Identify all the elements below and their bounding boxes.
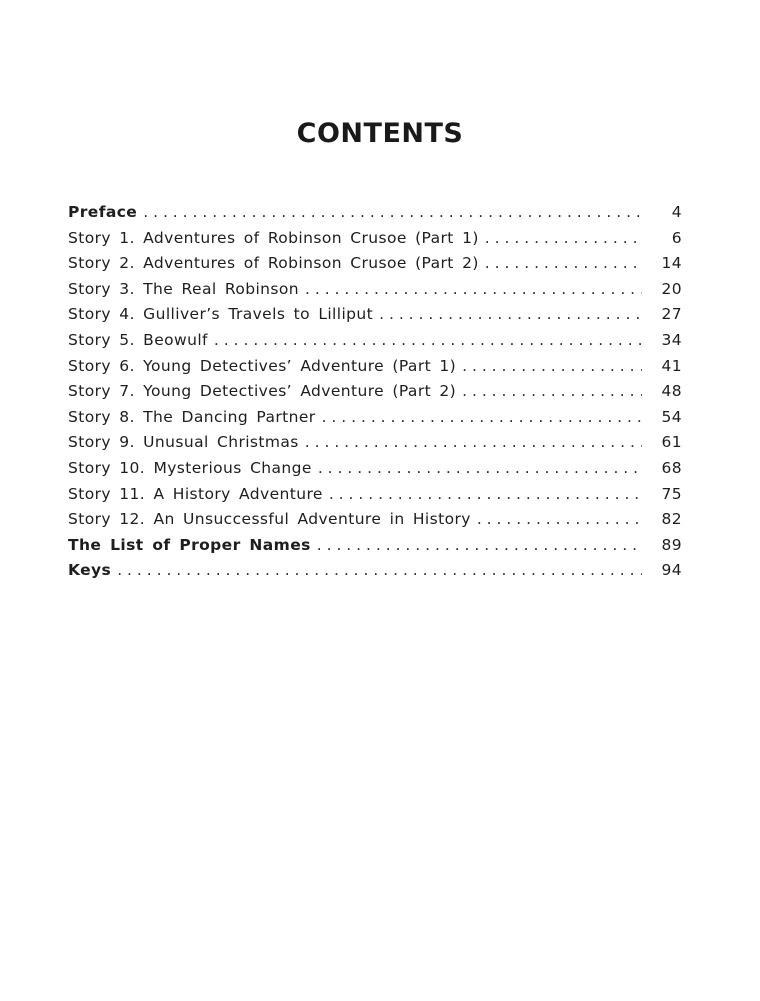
toc-entry-label: Story 1. Adventures of Robinson Crusoe (Part 1) bbox=[68, 228, 479, 247]
toc-entry-label: Story 7. Young Detectives’ Adventure (Part 2) bbox=[68, 382, 457, 401]
dot-leader bbox=[462, 382, 642, 400]
toc-entry-page: 68 bbox=[661, 458, 682, 477]
toc-entry-page: 61 bbox=[661, 433, 682, 452]
dot-leader bbox=[322, 408, 642, 426]
toc-entry-story-11 bbox=[68, 485, 682, 511]
toc-entry-page: 54 bbox=[661, 407, 682, 426]
toc-entry-label: Story 5. Beowulf bbox=[68, 330, 208, 349]
toc-entry-page: 4 bbox=[671, 203, 682, 221]
toc-entry-page: 94 bbox=[661, 561, 682, 580]
dot-leader bbox=[329, 485, 642, 503]
toc-entry-page: 27 bbox=[661, 305, 682, 324]
toc-entry-page: 6 bbox=[671, 228, 682, 247]
toc-entry-proper-names bbox=[68, 536, 682, 562]
toc-entry-story-3 bbox=[68, 280, 682, 306]
toc-entry-page: 82 bbox=[661, 510, 682, 529]
toc-entry-story-4 bbox=[68, 305, 682, 331]
toc-entry-page: 89 bbox=[661, 535, 682, 554]
toc-entry-page: 48 bbox=[661, 382, 682, 401]
dot-leader bbox=[485, 254, 642, 272]
toc-entry-story-9 bbox=[68, 433, 682, 459]
dot-leader bbox=[305, 433, 642, 451]
dot-leader bbox=[477, 510, 642, 528]
toc-entry-story-6 bbox=[68, 357, 682, 383]
toc-entry-story-10 bbox=[68, 459, 682, 485]
dot-leader bbox=[143, 203, 642, 221]
toc-entry-story-12 bbox=[68, 510, 682, 536]
toc-entry-story-1 bbox=[68, 229, 682, 255]
toc-entry-page: 14 bbox=[661, 254, 682, 273]
toc-entry-label: The List of Proper Names bbox=[68, 535, 311, 554]
toc-entry-label: Story 9. Unusual Christmas bbox=[68, 433, 299, 452]
dot-leader bbox=[379, 305, 642, 323]
toc-entry-story-8 bbox=[68, 408, 682, 434]
dot-leader bbox=[318, 459, 642, 477]
toc-entry-page: 41 bbox=[661, 356, 682, 375]
toc-entry-story-5 bbox=[68, 331, 682, 357]
page-title: CONTENTS bbox=[296, 118, 464, 149]
toc-entry-page: 20 bbox=[661, 279, 682, 298]
dot-leader bbox=[214, 331, 642, 349]
toc-entry-page: 34 bbox=[661, 330, 682, 349]
toc-entry-label: Story 2. Adventures of Robinson Crusoe (Part 2) bbox=[68, 254, 479, 273]
dot-leader bbox=[485, 229, 642, 247]
dot-leader bbox=[462, 357, 642, 375]
toc-entry-label: Story 10. Mysterious Change bbox=[68, 458, 312, 477]
toc-entry-label: Story 8. The Dancing Partner bbox=[68, 407, 316, 426]
toc-entry-story-2 bbox=[68, 254, 682, 280]
toc-entry-page: 75 bbox=[661, 484, 682, 503]
toc-entry-label: Story 11. A History Adventure bbox=[68, 484, 323, 503]
dot-leader bbox=[317, 536, 642, 554]
toc-entry-keys bbox=[68, 561, 682, 587]
toc-entry-label: Preface bbox=[68, 203, 138, 221]
dot-leader bbox=[305, 280, 642, 298]
table-of-contents bbox=[68, 203, 682, 587]
toc-entry-label: Story 6. Young Detectives’ Adventure (Part 1) bbox=[68, 356, 457, 375]
toc-entry-label: Story 3. The Real Robinson bbox=[68, 279, 299, 298]
toc-entry-label: Keys bbox=[68, 561, 112, 580]
toc-entry-label: Story 12. An Unsuccessful Adventure in History bbox=[68, 510, 471, 529]
toc-entry-story-7 bbox=[68, 382, 682, 408]
dot-leader bbox=[117, 561, 642, 579]
toc-entry-label: Story 4. Gulliver’s Travels to Lilliput bbox=[68, 305, 374, 324]
toc-entry-preface bbox=[68, 203, 682, 229]
